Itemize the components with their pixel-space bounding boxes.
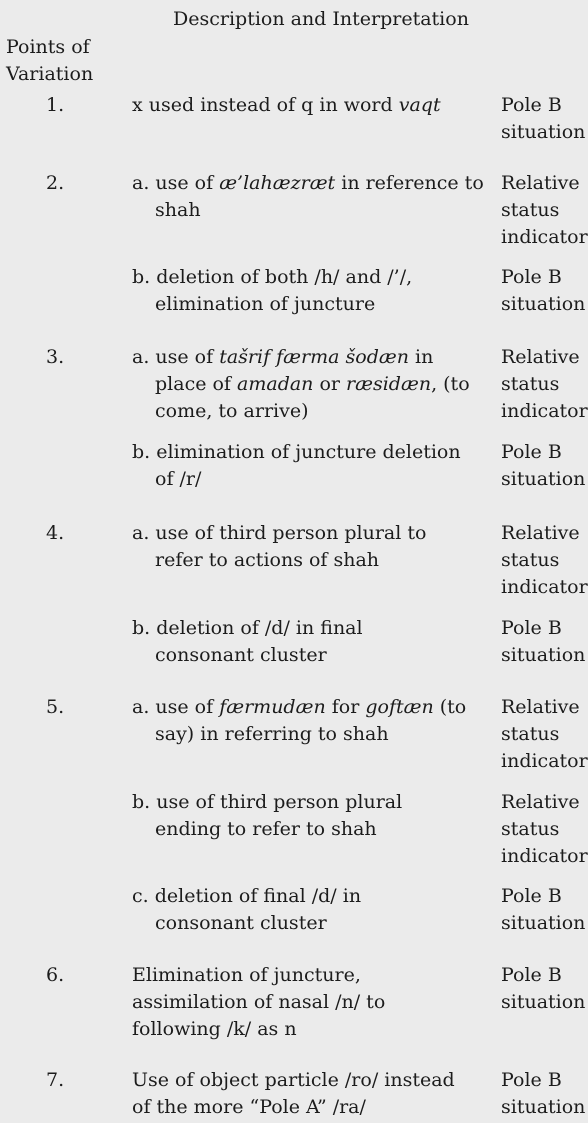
interpretation-line: Relative (501, 346, 580, 368)
variation-description (132, 264, 482, 318)
variation-description (132, 883, 482, 937)
interpretation-line: indicator (501, 400, 588, 422)
interpretation (501, 883, 585, 937)
variation-description (132, 694, 482, 748)
interpretation-line: status (501, 723, 560, 745)
interpretation-line: situation (501, 468, 586, 490)
interpretation (501, 92, 585, 146)
interpretation (501, 170, 588, 251)
description-line: c. deletion of final /d/ in (132, 885, 362, 907)
interpretation (501, 264, 585, 318)
heading-line: Variation (6, 63, 94, 85)
variation-description (132, 170, 482, 224)
description-line: Use of object particle /ro/ instead (132, 1069, 455, 1091)
variation-description (132, 520, 482, 574)
interpretation-line: situation (501, 121, 586, 143)
interpretation (501, 962, 585, 1016)
interpretation (501, 694, 588, 775)
variation-description (132, 615, 482, 669)
description-line: b. deletion of both /h/ and /’/, (132, 266, 413, 288)
variation-number: 6. (46, 964, 65, 986)
description-line: b. elimination of juncture deletion (132, 441, 461, 463)
interpretation-line: indicator (501, 845, 588, 867)
variation-number: 2. (46, 172, 65, 194)
variation-description (132, 962, 482, 1043)
interpretation-line: Relative (501, 172, 580, 194)
variation-description (132, 789, 482, 843)
interpretation-line: Relative (501, 522, 580, 544)
description-line: of the more “Pole A” /ra/ (132, 1096, 366, 1118)
interpretation-line: situation (501, 991, 586, 1013)
description-line: ending to refer to shah (155, 818, 377, 840)
variation-number: 5. (46, 696, 65, 718)
interpretation-line: status (501, 373, 560, 395)
description-line: Elimination of juncture, (132, 964, 361, 986)
variation-description (132, 92, 482, 119)
description-line: b. deletion of /d/ in final (132, 617, 363, 639)
description-line: b. use of third person plural (132, 791, 403, 813)
variation-description (132, 344, 482, 425)
description-line: x used instead of q in word vaqt (132, 94, 441, 116)
interpretation-line: Pole B (501, 266, 562, 288)
interpretation-line: Pole B (501, 441, 562, 463)
interpretation (501, 520, 588, 601)
description-line: elimination of juncture (155, 293, 376, 315)
interpretation (501, 439, 585, 493)
description-line: a. use of tašrif færma šodæn in (132, 346, 434, 368)
variation-number: 1. (46, 94, 65, 116)
interpretation-line: Pole B (501, 617, 562, 639)
description-line: consonant cluster (155, 912, 327, 934)
interpretation-line: situation (501, 293, 586, 315)
interpretation-line: Pole B (501, 885, 562, 907)
interpretation-line: indicator (501, 576, 588, 598)
interpretation-line: Pole B (501, 94, 562, 116)
interpretation-line: status (501, 549, 560, 571)
interpretation-line: situation (501, 1096, 586, 1118)
interpretation (501, 615, 585, 669)
description-line: assimilation of nasal /n/ to (132, 991, 386, 1013)
variation-description (132, 439, 482, 493)
variation-number: 4. (46, 522, 65, 544)
interpretation-line: Pole B (501, 964, 562, 986)
description-line: a. use of færmudæn for goftæn (to (132, 696, 467, 718)
interpretation (501, 789, 588, 870)
interpretation (501, 1067, 585, 1121)
description-line: of /r/ (155, 468, 202, 490)
interpretation-line: indicator (501, 750, 588, 772)
interpretation-line: Relative (501, 791, 580, 813)
description-line: come, to arrive) (155, 400, 309, 422)
interpretation-line: status (501, 199, 560, 221)
description-line: a. use of third person plural to (132, 522, 427, 544)
variation-description (132, 1067, 482, 1121)
variation-number: 3. (46, 346, 65, 368)
description-line: refer to actions of shah (155, 549, 380, 571)
interpretation-line: situation (501, 912, 586, 934)
interpretation-line: Pole B (501, 1069, 562, 1091)
interpretation-line: situation (501, 644, 586, 666)
points-of-variation-heading (6, 34, 93, 88)
interpretation-line: Relative (501, 696, 580, 718)
table-title: Description and Interpretation (173, 8, 469, 30)
variation-number: 7. (46, 1069, 65, 1091)
description-line: consonant cluster (155, 644, 327, 666)
interpretation-line: status (501, 818, 560, 840)
description-line: following /k/ as n (132, 1018, 297, 1040)
description-line: a. use of æ’lahæzræt in reference to (132, 172, 484, 194)
description-line: say) in referring to shah (155, 723, 389, 745)
interpretation-line: indicator (501, 226, 588, 248)
interpretation (501, 344, 588, 425)
description-line: place of amadan or ræsidæn, (to (155, 373, 470, 395)
heading-line: Points of (6, 36, 90, 58)
description-line: shah (155, 199, 201, 221)
